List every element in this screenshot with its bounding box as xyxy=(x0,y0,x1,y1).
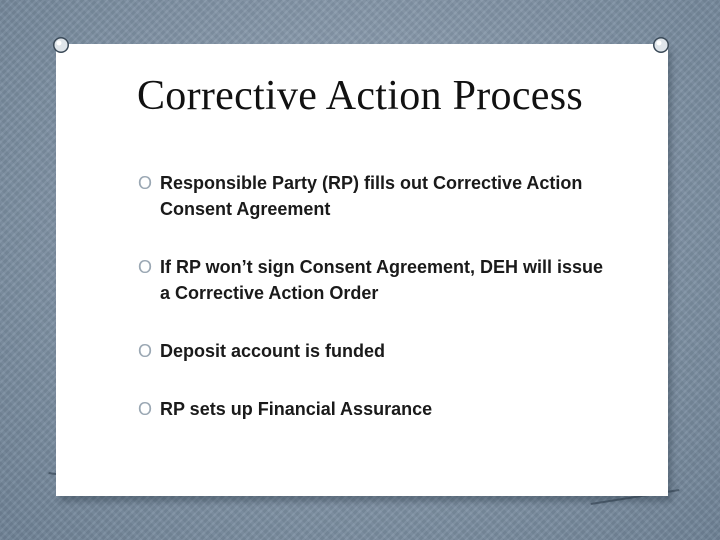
bullet-item xyxy=(138,338,618,364)
pushpin-icon-right xyxy=(652,36,670,54)
bullet-marker-icon: O xyxy=(138,173,153,193)
bullet-marker-icon: O xyxy=(138,399,153,419)
bullet-marker-icon: O xyxy=(138,257,153,277)
bullet-text: Responsible Party (RP) fills out Corrective Action Consent Agreement xyxy=(160,173,583,219)
bullet-text: Deposit account is funded xyxy=(160,341,386,361)
bullet-item xyxy=(138,254,618,306)
slide-title: Corrective Action Process xyxy=(136,73,584,119)
bullet-item xyxy=(138,396,618,422)
pushpin-icon-left xyxy=(52,36,70,54)
bullet-text: If RP won’t sign Consent Agreement, DEH will issue a Corrective Action Order xyxy=(160,257,604,303)
bullet-item xyxy=(138,170,618,222)
bullet-marker-icon: O xyxy=(138,341,153,361)
bullet-list xyxy=(138,170,618,422)
bullet-text: RP sets up Financial Assurance xyxy=(160,399,433,419)
